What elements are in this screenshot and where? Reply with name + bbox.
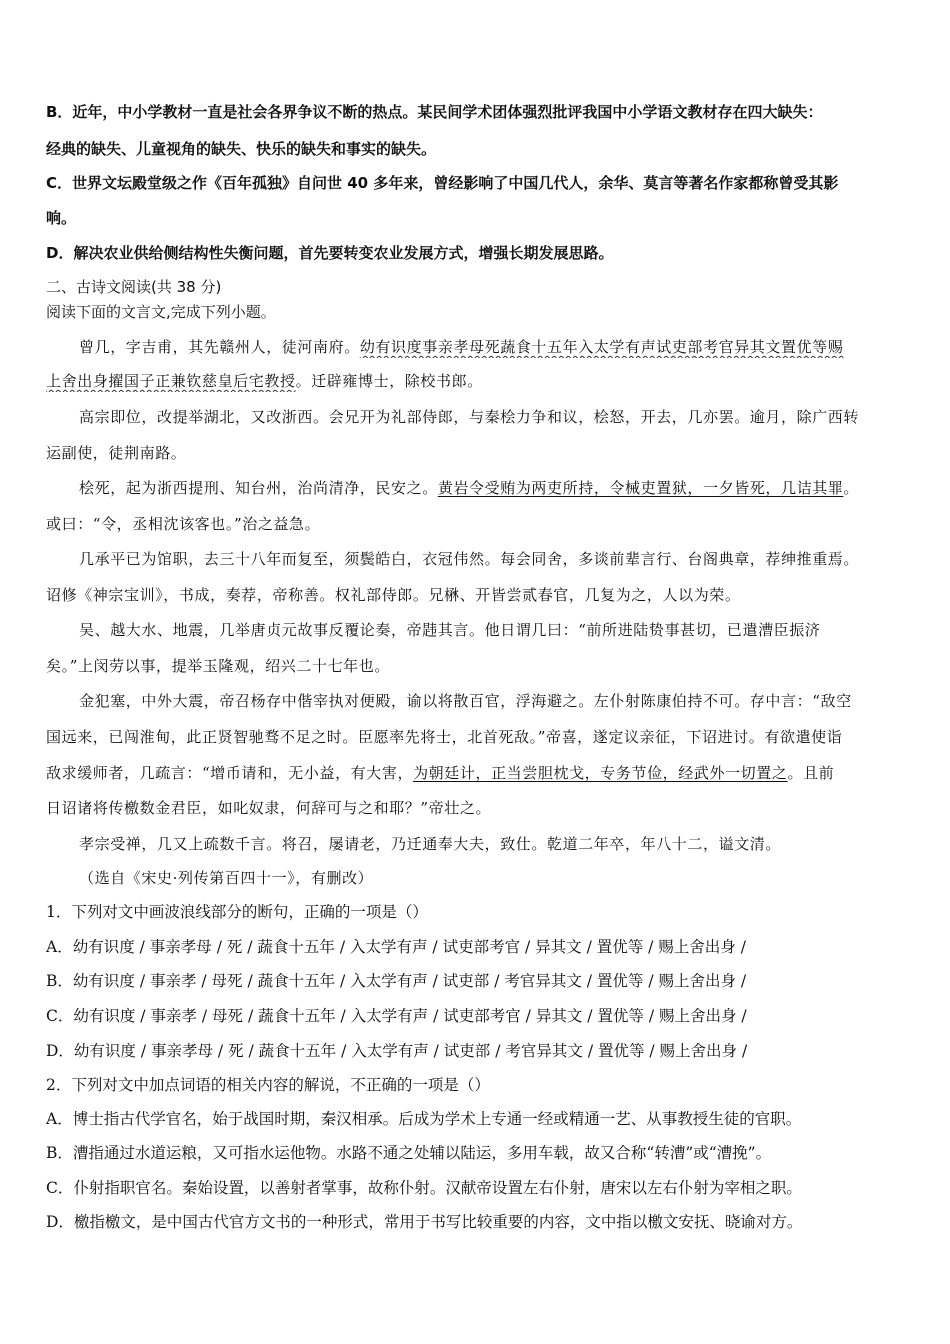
option-b-line-1: B．近年，中小学教材一直是社会各界争议不断的热点。某民间学术团体强烈批评我国中小学语文教材存在四大缺失： bbox=[46, 103, 823, 121]
passage-p6-line-3 bbox=[46, 762, 906, 784]
passage-p5-line-1: 吴、越大水、地震，几举唐贞元故事反覆论奏，帝韪其言。他日谓几曰：“前所进陆贽事甚切，已遣漕臣振济 bbox=[79, 621, 821, 639]
question-2-stem: 2．下列对文中加点词语的相关内容的解说，不正确的一项是（） bbox=[46, 1076, 490, 1094]
passage-p3-line-2: 或曰：“令，丞相沈该客也。”治之益急。 bbox=[46, 515, 321, 533]
passage-p1-line-2 bbox=[46, 370, 906, 392]
wavy-underlined-text: 幼有识度事亲孝母死蔬食十五年入太学有声试吏部考官异其文置优等赐 bbox=[359, 338, 844, 356]
passage-p6-line-1: 金犯塞，中外大震，帝召杨存中偕宰执对便殿，谕以将散百官，浮海避之。左仆射陈康伯持不可。存中言：“敌空 bbox=[79, 692, 852, 710]
passage-text: 敌求缓师者，几疏言：“增币请和，无小益，有大害， bbox=[46, 764, 414, 782]
passage-text: 。迁辟雍博士，除校书郎。 bbox=[295, 372, 483, 390]
passage-text: 。 bbox=[843, 479, 860, 497]
passage-text: 桧死，起为浙西提刑、知台州，治尚清净，民安之。 bbox=[79, 479, 438, 497]
question-1-option-c: C．幼有识度 / 事亲孝 / 母死 / 蔬食十五年 / 入太学有声 / 试吏部考官 / 异其文 / 置优等 / 赐上舍出身 / bbox=[46, 1007, 747, 1025]
option-d-line: D．解决农业供给侧结构性失衡问题，首先要转变农业发展方式，增强长期发展思路。 bbox=[46, 244, 614, 262]
underlined-text: 黄岩令受贿为两吏所持，令械吏置狱，一夕皆死，几诘其罪 bbox=[437, 479, 844, 497]
passage-p7-line: 孝宗受禅，几又上疏数千言。将召，屡请老，乃迁通奉大夫，致仕。乾道二年卒，年八十二，谥文清。 bbox=[79, 835, 782, 853]
passage-text: 曾几，字吉甫，其先赣州人，徒河南府。 bbox=[79, 338, 360, 356]
section-title: 二、古诗文阅读(共 38 分) bbox=[46, 278, 222, 296]
question-2-option-b: B．漕指通过水道运粮，又可指水运他物。水路不通之处辅以陆运，多用车载，故又合称“转漕”或“漕挽”。 bbox=[46, 1144, 772, 1162]
passage-p1-line-1 bbox=[79, 336, 909, 358]
question-1-option-a: A．幼有识度 / 事亲孝母 / 死 / 蔬食十五年 / 入太学有声 / 试吏部考官 / 异其文 / 置优等 / 赐上舍出身 / bbox=[46, 938, 746, 956]
option-b-line-2: 经典的缺失、儿童视角的缺失、快乐的缺失和事实的缺失。 bbox=[46, 140, 437, 158]
passage-p5-line-2: 矣。”上闵劳以事，提举玉隆观，绍兴二十七年也。 bbox=[46, 657, 390, 675]
passage-p4-line-1: 几承平已为馆职，去三十八年而复至，须鬓皓白，衣冠伟然。每会同舍，多谈前辈言行、台阁典章，荐绅推重焉。 bbox=[79, 550, 860, 568]
question-1-stem: 1．下列对文中画波浪线部分的断句，正确的一项是（） bbox=[46, 903, 428, 921]
underlined-text: 为朝廷计，正当尝胆枕戈，专务节俭，经武外一切置之 bbox=[413, 764, 788, 782]
passage-p3-line-1 bbox=[79, 477, 909, 499]
passage-p2-line-2: 运副使，徒荆南路。 bbox=[46, 444, 187, 462]
passage-p4-line-2: 诏修《神宗宝训》，书成，奏荐，帝称善。权礼部侍郎。兄楙、开皆尝贰春官，几复为之，人以为荣。 bbox=[46, 586, 741, 604]
question-2-option-c: C．仆射指职官名。秦始设置，以善射者掌事，故称仆射。汉献帝设置左右仆射，唐宋以左右仆射为宰相之职。 bbox=[46, 1179, 802, 1197]
question-1-option-b: B．幼有识度 / 事亲孝 / 母死 / 蔬食十五年 / 入太学有声 / 试吏部 / 考官异其文 / 置优等 / 赐上舍出身 / bbox=[46, 972, 747, 990]
passage-source: （选自《宋史·列传第百四十一》，有删改） bbox=[79, 869, 374, 887]
question-1-option-d: D．幼有识度 / 事亲孝母 / 死 / 蔬食十五年 / 入太学有声 / 试吏部 / 考官异其文 / 置优等 / 赐上舍出身 / bbox=[46, 1042, 748, 1060]
option-c-line-1: C．世界文坛殿堂级之作《百年孤独》自问世 40 多年来，曾经影响了中国几代人，余华、莫言等著名作家都称曾受其影 bbox=[46, 174, 839, 192]
passage-p2-line-1: 高宗即位，改提举湖北，又改浙西。会兄开为礼部侍郎，与秦桧力争和议，桧怒，开去，几亦罢。逾月，除广西转 bbox=[79, 408, 860, 426]
question-2-option-a: A．博士指古代学官名，始于战国时期，秦汉相承。后成为学术上专通一经或精通一艺、从事教授生徒的官职。 bbox=[46, 1110, 802, 1128]
question-2-option-d: D．檄指檄文，是中国古代官方文书的一种形式，常用于书写比较重要的内容，文中指以檄文安抚、晓谕对方。 bbox=[46, 1213, 803, 1231]
option-c-line-2: 响。 bbox=[46, 209, 77, 227]
wavy-underlined-text: 上舍出身擢国子正兼钦慈皇后宅教授 bbox=[46, 372, 296, 390]
section-instruction: 阅读下面的文言文,完成下列小题。 bbox=[46, 303, 276, 321]
passage-p6-line-4: 日诏诸将传檄数金君臣，如叱奴隶，何辞可与之和耶？”帝壮之。 bbox=[46, 799, 492, 817]
passage-p6-line-2: 国远来，已闯淮甸，此正贤智驰骛不足之时。臣愿率先将士，北首死敌。”帝喜，遂定议亲征，下诏进讨。有欲遣使诣 bbox=[46, 728, 843, 746]
passage-text: 。且前 bbox=[787, 764, 835, 782]
